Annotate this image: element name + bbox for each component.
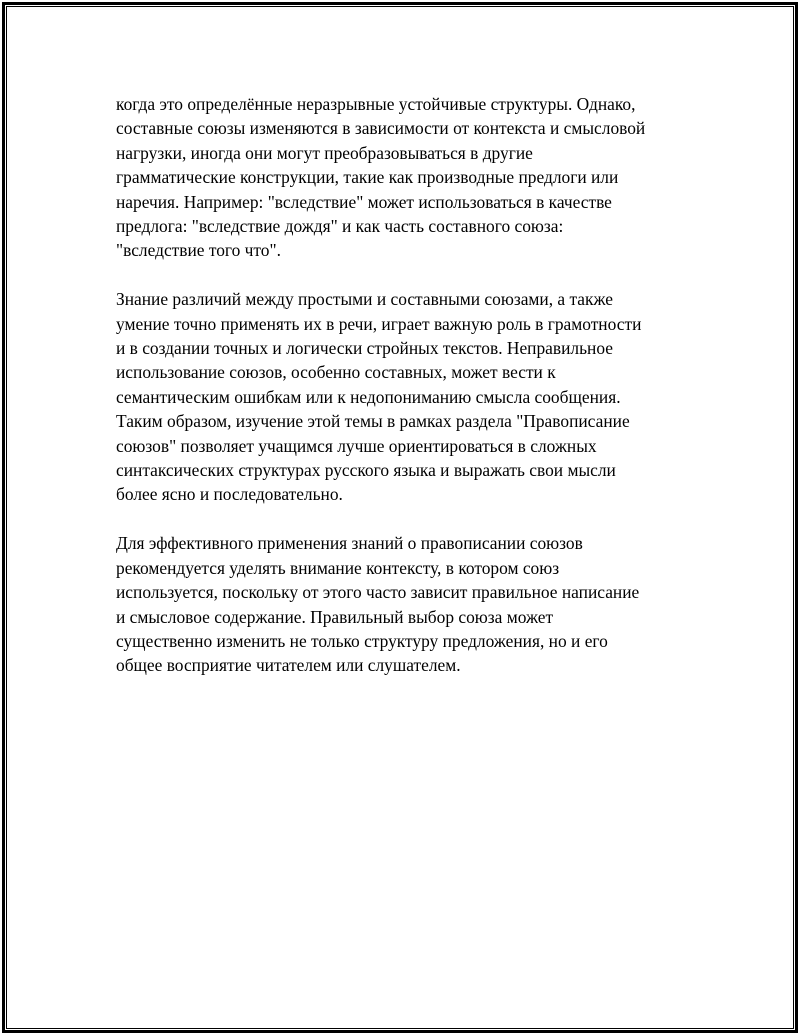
text-line: Для эффективного применения знаний о правописании союзов xyxy=(116,533,583,554)
text-line: используется, поскольку от этого часто зависит правильное написание xyxy=(116,582,640,603)
text-line: рекомендуется уделять внимание контексту, в котором союз xyxy=(116,557,560,578)
text-line: Знание различий между простыми и составными союзами, а также xyxy=(116,289,613,310)
text-line: наречия. Например: "вследствие" может использоваться в качестве xyxy=(116,191,612,212)
text-line: "вследствие того что". xyxy=(116,240,281,261)
document-body xyxy=(116,92,682,702)
text-line: синтаксических структурах русского языка и выражать свои мысли xyxy=(116,460,616,481)
text-line: общее восприятие читателем или слушателем. xyxy=(116,655,461,676)
text-line: нагрузки, иногда они могут преобразовываться в другие xyxy=(116,142,533,163)
text-line: семантическим ошибкам или к недопониманию смысла сообщения. xyxy=(116,386,621,407)
paragraph-3 xyxy=(116,531,682,677)
text-line: союзов" позволяет учащимся лучше ориентироваться в сложных xyxy=(116,435,597,456)
text-line: грамматические конструкции, такие как производные предлоги или xyxy=(116,167,619,188)
text-line: умение точно применять их в речи, играет важную роль в грамотности xyxy=(116,313,642,334)
text-line: использование союзов, особенно составных, может вести к xyxy=(116,362,556,383)
text-line: более ясно и последовательно. xyxy=(116,484,343,505)
text-line: и в создании точных и логически стройных текстов. Неправильное xyxy=(116,338,613,359)
text-line: Таким образом, изучение этой темы в рамках раздела "Правописание xyxy=(116,411,630,432)
text-line: и смысловое содержание. Правильный выбор союза может xyxy=(116,606,554,627)
text-line: существенно изменить не только структуру предложения, но и его xyxy=(116,630,608,651)
text-line: когда это определённые неразрывные устойчивые структуры. Однако, xyxy=(116,94,636,114)
text-line: предлога: "вследствие дождя" и как часть составного союза: xyxy=(116,216,564,237)
paragraph-2 xyxy=(116,287,682,507)
paragraph-1 xyxy=(116,92,682,263)
text-line: составные союзы изменяются в зависимости от контекста и смысловой xyxy=(116,118,646,139)
